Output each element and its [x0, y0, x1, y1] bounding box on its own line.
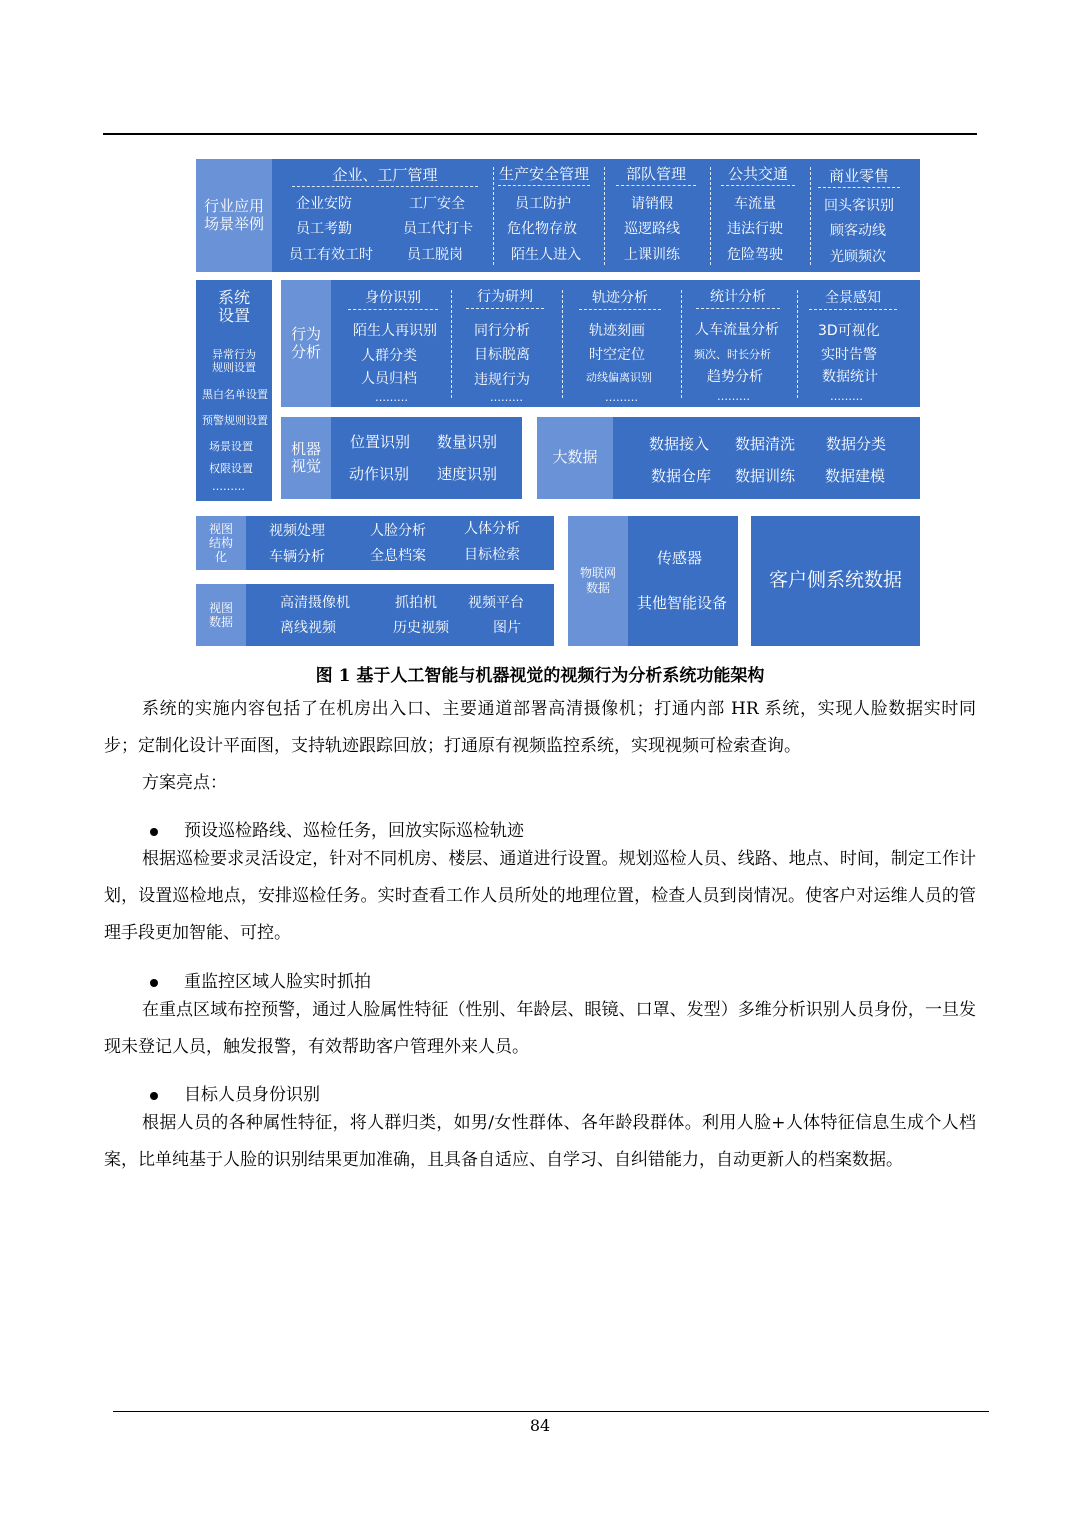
architecture-diagram [196, 159, 920, 646]
behavior-item: 实时告警 [821, 347, 877, 363]
footer-rule [113, 1411, 989, 1412]
system-settings-title: 系统 设置 [217, 287, 250, 325]
behavior-item: 同行分析 [474, 323, 530, 339]
iot-item: 传感器 [657, 549, 703, 567]
industry-item: 顾客动线 [830, 223, 886, 239]
bullet-text: 目标人员身份识别 [184, 1085, 320, 1105]
bd-item: 数据接入 [649, 435, 710, 453]
vs-item: 人体分析 [464, 521, 520, 537]
behavior-item: ……… [717, 390, 750, 403]
vs-item: 视频处理 [269, 523, 325, 539]
vs-item: 全息档案 [370, 548, 426, 564]
behavior-item: 时空定位 [589, 347, 645, 363]
settings-item: 场景设置 [209, 440, 253, 453]
behavior-header: 全景感知 [809, 290, 897, 310]
industry-item: 员工考勤 [296, 221, 352, 237]
bullet-icon [150, 979, 158, 987]
industry-item: 员工防护 [515, 196, 571, 212]
industry-item: 企业安防 [296, 196, 352, 212]
paragraph: 系统的实施内容包括了在机房出入口、主要通道部署高清摄像机；打通内部 HR 系统，实现人脸数据实时同步；定制化设计平面图，支持轨迹跟踪回放；打通原有视频监控系统，实现视频可检索查询。 [104, 699, 976, 756]
industry-item: 工厂安全 [409, 196, 465, 212]
bullet-icon [150, 1092, 158, 1100]
vd-item: 离线视频 [280, 620, 336, 636]
industry-item: 危险驾驶 [727, 247, 783, 263]
vs-item: 车辆分析 [269, 549, 325, 565]
bullet-text: 预设巡检路线、巡检任务，回放实际巡检轨迹 [184, 821, 524, 841]
industry-item: 员工脱岗 [407, 247, 463, 263]
bd-item: 数据分类 [826, 435, 887, 453]
industry-item: 车流量 [734, 196, 776, 212]
industry-item: 回头客识别 [824, 198, 894, 214]
bd-item: 数据清洗 [735, 435, 796, 453]
behavior-item: 频次、时长分析 [694, 348, 771, 361]
behavior-item: 目标脱离 [474, 347, 530, 363]
behavior-header: 轨迹分析 [579, 290, 661, 310]
industry-item: 危化物存放 [507, 221, 577, 237]
industry-header: 企业、工厂管理 [292, 167, 478, 187]
mv-item: 位置识别 [350, 433, 411, 451]
iot-item: 其他智能设备 [637, 594, 728, 612]
settings-item: 预警规则设置 [202, 414, 268, 427]
machine-vision-label: 机器 视觉 [281, 417, 331, 499]
behavior-item: 动线偏离识别 [586, 371, 652, 384]
bd-item: 数据训练 [735, 467, 796, 485]
vd-item: 视频平台 [468, 595, 524, 611]
industry-item: 巡逻路线 [624, 221, 680, 237]
settings-item: 异常行为 规则设置 [212, 348, 256, 374]
industry-item: 请销假 [631, 196, 673, 212]
behavior-item: 人员归档 [361, 371, 417, 387]
bd-item: 数据仓库 [651, 467, 712, 485]
bullet-item [150, 1080, 320, 1105]
view-structuring-label: 视图 结构 化 [196, 516, 246, 570]
page-number: 84 [529, 1416, 551, 1435]
behavior-item: 3D可视化 [818, 323, 880, 339]
vs-item: 目标检索 [464, 547, 520, 563]
vs-item: 人脸分析 [370, 523, 426, 539]
mv-item: 数量识别 [437, 433, 498, 451]
industry-header: 商业零售 [818, 168, 900, 188]
industry-item: 陌生人进入 [511, 247, 581, 263]
vd-item: 抓拍机 [395, 595, 437, 611]
behavior-item: 趋势分析 [707, 369, 763, 385]
behavior-item: 轨迹刻画 [589, 323, 645, 339]
mv-item: 动作识别 [349, 465, 410, 483]
behavior-header: 统计分析 [696, 289, 780, 309]
behavior-item: 数据统计 [822, 369, 878, 385]
settings-item: ……… [212, 480, 245, 493]
behavior-item: 人群分类 [361, 348, 417, 364]
big-data-label: 大数据 [537, 417, 613, 499]
industry-header: 公共交通 [721, 166, 795, 186]
industry-header: 部队管理 [616, 166, 696, 186]
behavior-header: 身份识别 [348, 290, 438, 310]
paragraph: 根据人员的各种属性特征，将人群归类，如男/女性群体、各年龄段群体。利用人脸+人体特征信息生成个人档案，比单纯基于人脸的识别结果更加准确，且具备自适应、自学习、自纠错能力，自动更新人的档案数据。 [104, 1113, 976, 1170]
industry-header: 生产安全管理 [498, 166, 590, 186]
bullet-text: 重监控区域人脸实时抓拍 [184, 972, 371, 992]
industry-label: 行业应用 场景举例 [196, 159, 272, 272]
bullet-item [150, 967, 371, 992]
bullet-icon [150, 828, 158, 836]
vd-item: 图片 [493, 620, 521, 636]
paragraph: 根据巡检要求灵活设定，针对不同机房、楼层、通道进行设置。规划巡检人员、线路、地点、时间，制定工作计划，设置巡检地点，安排巡检任务。实时查看工作人员所处的地理位置，检查人员到岗情况。使客户对运维人员的管理手段更加智能、可控。 [104, 849, 976, 943]
header-rule [103, 133, 977, 135]
industry-item: 违法行驶 [727, 221, 783, 237]
behavior-item: 人车流量分析 [695, 322, 779, 338]
behavior-item: ……… [830, 390, 863, 403]
settings-item: 权限设置 [209, 462, 253, 475]
industry-item: 上课训练 [624, 247, 680, 263]
paragraph: 方案亮点： [142, 773, 227, 793]
behavior-item: ……… [605, 391, 638, 404]
behavior-header: 行为研判 [466, 289, 544, 309]
industry-item: 员工有效工时 [289, 247, 373, 263]
bd-item: 数据建模 [825, 467, 886, 485]
paragraph: 在重点区域布控预警，通过人脸属性特征（性别、年龄层、眼镜、口罩、发型）多维分析识别人员身份，一旦发现未登记人员，触发报警，有效帮助客户管理外来人员。 [104, 1000, 976, 1057]
behavior-item: 陌生人再识别 [353, 323, 437, 339]
settings-item: 黑白名单设置 [202, 388, 268, 401]
industry-item: 光顾频次 [830, 249, 886, 265]
vd-item: 高清摄像机 [280, 595, 350, 611]
iot-label: 物联网 数据 [568, 516, 628, 646]
view-data-label: 视图 数据 [196, 584, 246, 646]
behavior-item: 违规行为 [474, 372, 530, 388]
figure-caption: 图 1 基于人工智能与机器视觉的视频行为分析系统功能架构 [315, 666, 765, 686]
bullet-item [150, 816, 524, 841]
vd-item: 历史视频 [393, 620, 449, 636]
industry-item: 员工代打卡 [403, 221, 473, 237]
behavior-item: ……… [375, 391, 408, 404]
behavior-item: ……… [490, 391, 523, 404]
client-system-label: 客户侧系统数据 [768, 569, 902, 591]
behavior-analysis-label: 行为 分析 [281, 280, 331, 407]
view-data-block [196, 584, 554, 646]
mv-item: 速度识别 [437, 465, 498, 483]
